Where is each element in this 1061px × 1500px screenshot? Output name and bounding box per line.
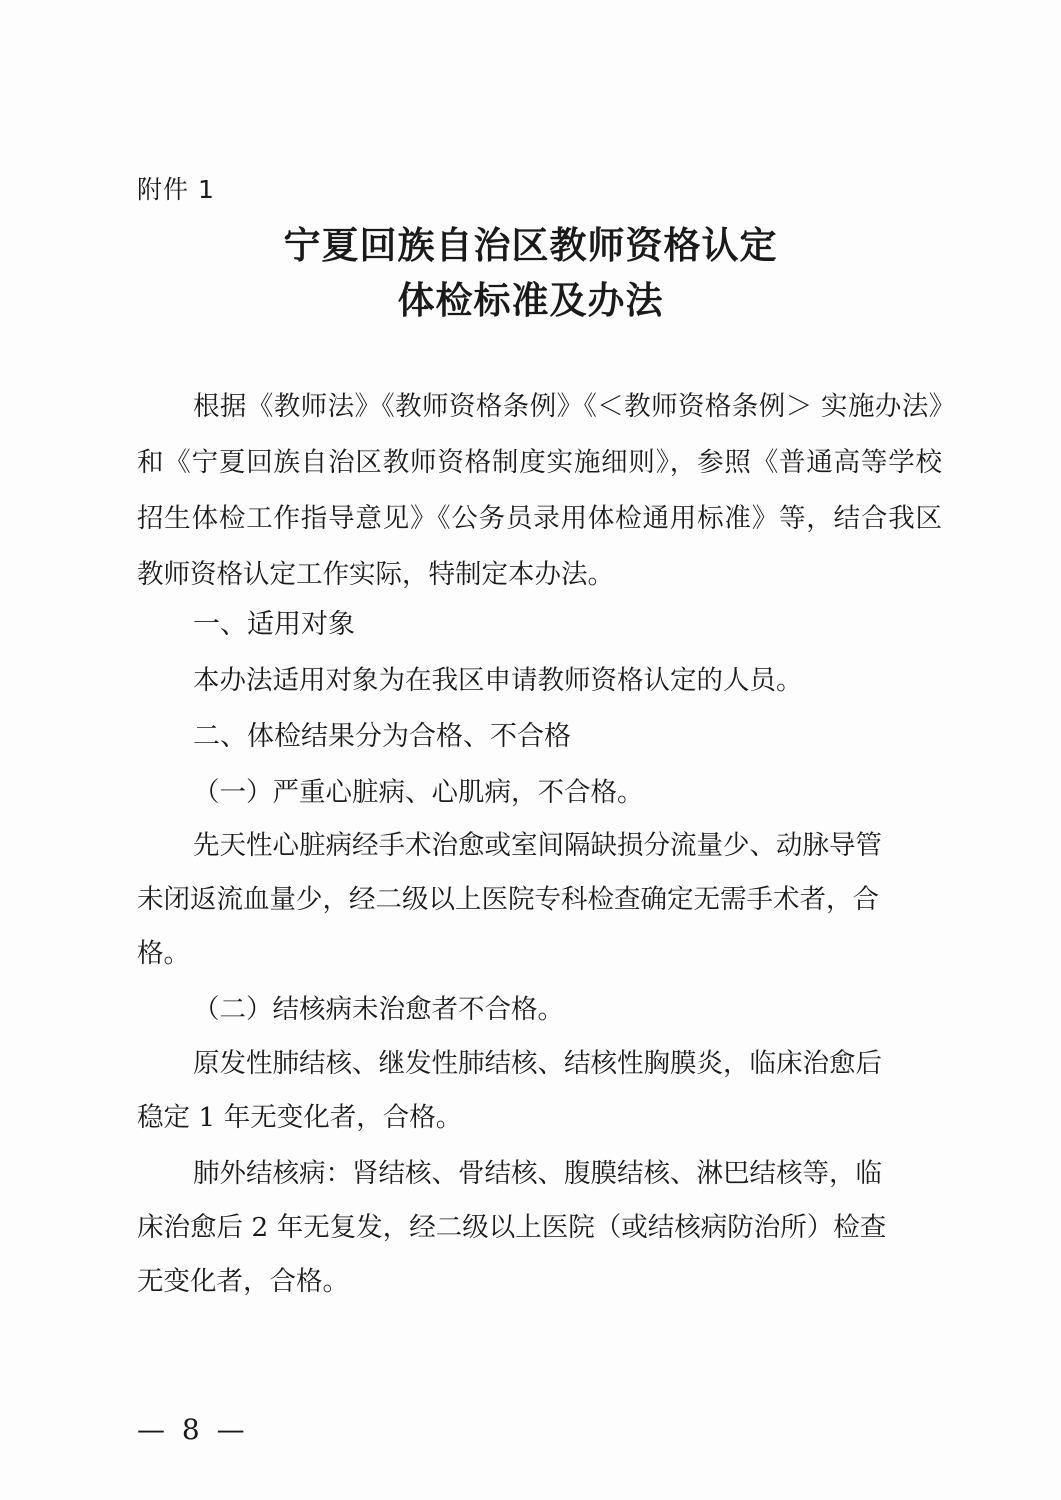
item2-text2-line3: 无变化者，合格。 <box>137 1266 349 1297</box>
item1-text-line2: 未闭返流血量少，经二级以上医院专科检查确定无需手术者，合 <box>137 884 879 915</box>
section1-text: 本办法适用对象为在我区申请教师资格认定的人员。 <box>193 665 803 696</box>
page-number: — 8 — <box>137 1413 249 1446</box>
intro-paragraph: 根据《教师法》《教师资格条例》《＜教师资格条例＞ 实施办法》和《宁夏回族自治区教师资格制度实施细则》，参照《普通高等学校招生体检工作指导意见》《公务员录用体检通用标准》等，结合我区教师资格认定工作实际，特制定本办法。 <box>137 391 942 590</box>
item1-text-line1: 先天性心脏病经手术治愈或室间隔缺损分流量少、动脉导管 <box>193 830 882 861</box>
document-title-line1: 宁夏回族自治区教师资格认定 <box>283 224 778 267</box>
item2-heading: （二）结核病未治愈者不合格。 <box>193 994 564 1025</box>
document-title-line2: 体检标准及办法 <box>397 279 664 322</box>
item1-text-line3: 格。 <box>137 938 190 969</box>
section1-heading: 一、适用对象 <box>193 609 355 640</box>
item2-text2-line1: 肺外结核病：肾结核、骨结核、腹膜结核、淋巴结核等，临 <box>193 1158 882 1189</box>
attachment-label: 附件 1 <box>137 175 215 204</box>
item2-text1-line1: 原发性肺结核、继发性肺结核、结核性胸膜炎，临床治愈后 <box>193 1048 882 1079</box>
section2-heading: 二、体检结果分为合格、不合格 <box>193 721 571 752</box>
item2-text2-line2: 床治愈后 2 年无复发，经二级以上医院（或结核病防治所）检查 <box>137 1212 887 1243</box>
item1-heading: （一）严重心脏病、心肌病，不合格。 <box>193 777 644 808</box>
item2-text1-line2: 稳定 1 年无变化者，合格。 <box>137 1102 463 1133</box>
